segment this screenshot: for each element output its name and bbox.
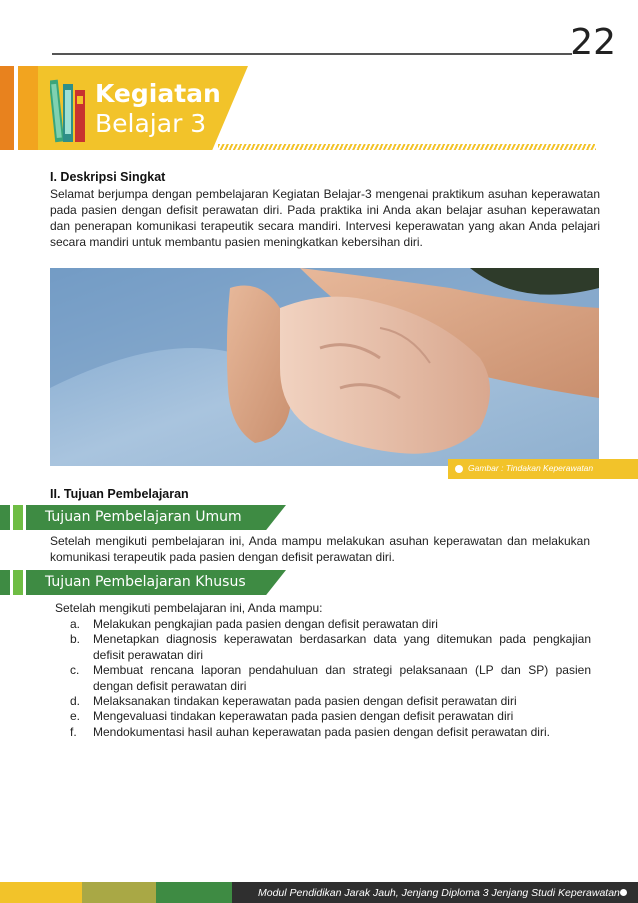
list-item: a. Melakukan pengkajian pada pasien dengan defisit perawatan diri [70,617,438,631]
specific-objectives-intro: Setelah mengikuti pembelajaran ini, Anda mampu: [55,601,323,615]
books-icon [50,74,88,146]
footer-bullet-icon [620,889,627,896]
banner-title [95,79,221,139]
header-rule [52,53,572,55]
section-heading-objectives: II. Tujuan Pembelajaran [50,487,189,501]
banner-line-2: Belajar 3 [95,109,207,138]
general-objectives-paragraph: Setelah mengikuti pembelajaran ini, Anda mampu melakukan asuhan keperawatan dan melakukan komunikasi terapeutik pada pasien dengan defisit perawatan diri. [50,534,590,564]
section-heading-description: I. Deskripsi Singkat [50,170,166,184]
hatch-divider [218,144,596,150]
specific-objectives-list [70,617,591,740]
list-item: b. Menetapkan diagnosis keperawatan berdasarkan data yang ditemukan pada pengkajian defisit perawatan diri [70,632,591,662]
photo-caption: Gambar : Tindakan Keperawatan [468,463,594,473]
nursing-photo [50,268,599,466]
tag-specific-objectives [0,570,285,595]
hands-illustration [50,268,599,466]
footer-stripe-green [156,882,232,903]
caption-bullet-icon [455,465,463,473]
footer-stripe-yellow [0,882,82,903]
tag-specific-label: Tujuan Pembelajaran Khusus [45,574,246,590]
tag-general-label: Tujuan Pembelajaran Umum [45,509,242,525]
footer-text: Modul Pendidikan Jarak Jauh, Jenjang Diploma 3 Jenjang Studi Keperawatan [258,887,620,899]
page-number: 22 [570,22,616,63]
banner-line-1: Kegiatan [95,79,221,108]
list-item: d. Melaksanakan tindakan keperawatan pada pasien dengan defisit perawatan diri [70,694,517,709]
list-item: e. Mengevaluasi tindakan keperawatan pada pasien dengan defisit perawatan diri [70,709,514,724]
list-item: f. Mendokumentasi hasil auhan keperawatan pada pasien dengan defisit perawatan diri. [70,724,550,739]
list-item: c. Membuat rencana laporan pendahuluan dan strategi pelaksanaan (LP dan SP) pasien dengan defisit perawatan diri [70,663,591,693]
footer-stripe-olive [82,882,156,903]
tag-general-objectives [0,505,285,530]
description-paragraph: Selamat berjumpa dengan pembelajaran Kegiatan Belajar-3 mengenai praktikum asuhan keperawatan pada pasien dengan defisit perawatan diri. Pada praktika ini Anda akan belajar asuhan keperawatan dan penerapan komunikasi terapeutik secara mandiri. Intervesi keperawatan yang akan Anda pelajari secara mandiri untuk membantu pasien meningkatkan kebersihan diri. [50,187,600,249]
